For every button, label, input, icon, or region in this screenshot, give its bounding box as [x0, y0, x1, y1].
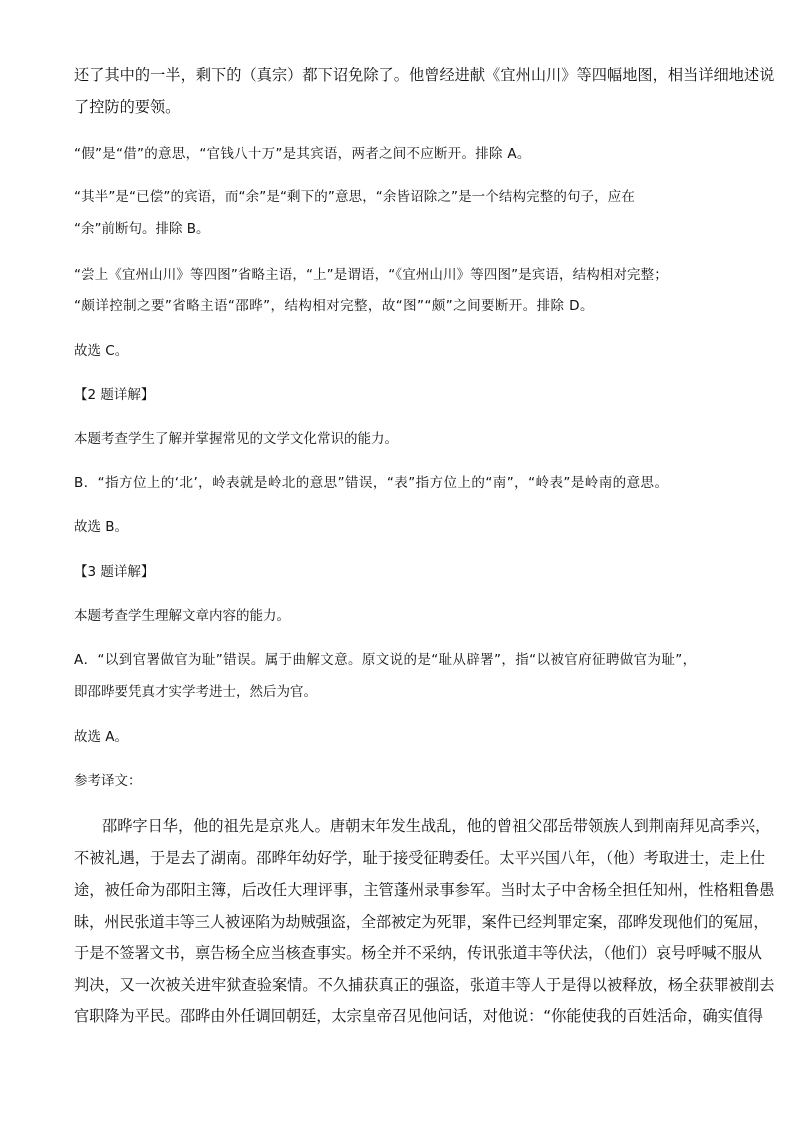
text-line: 于是不签署文书，禀告杨全应当核查事实。杨全并不采纳，传讯张道丰等伏法，（他们）哀号呼喊不服从 [74, 944, 762, 962]
text-line: 还了其中的一半，剩下的（真宗）都下诏免除了。他曾经进献《宜州山川》等四幅地图，相当详细地述说 [74, 66, 775, 84]
text-line: “其半”是“已偿”的宾语，而“余”是“剩下的”意思，“余皆诏除之”是一个结构完整的句子，应在 [74, 189, 635, 205]
text-line: 不被礼遇，于是去了湖南。邵晔年幼好学，耻于接受征聘委任。太平兴国八年，（他）考取进士，走上仕 [74, 849, 766, 867]
section-heading: 【3 题详解】 [74, 564, 155, 580]
text-line: 了控防的要领。 [74, 98, 181, 116]
text-line: 判决，又一次被关进牢狱查验案情。不久捕获真正的强盗，张道丰等人于是得以被释放，杨全获罪被削去 [74, 976, 775, 994]
text-line: 参考译文： [74, 773, 142, 789]
section-heading: 【2 题详解】 [74, 387, 155, 403]
text-line: 故选 B。 [74, 519, 129, 535]
text-line: 本题考查学生了解并掌握常见的文学文化常识的能力。 [74, 431, 398, 447]
text-line: 即邵晔要凭真才实学考进士，然后为官。 [74, 684, 317, 700]
text-line: “尝上《宜州山川》等四图”省略主语，“上”是谓语，“《宜州山川》等四图”是宾语，结构相对完整； [74, 267, 668, 283]
text-line: “假”是“借”的意思，“官钱八十万”是其宾语，两者之间不应断开。排除 A。 [74, 146, 531, 162]
text-line: 邵晔字日华，他的祖先是京兆人。唐朝末年发生战乱，他的曾祖父邵岳带领族人到荆南拜见高季兴， [102, 817, 771, 835]
text-line: “余”前断句。排除 B。 [74, 221, 210, 237]
text-line: 官职降为平民。邵晔由外任调回朝廷，太宗皇帝召见他问话，对他说：“你能使我的百姓活命，确实值得 [74, 1007, 764, 1025]
text-line: A．“以到官署做官为耻”错误。属于曲解文意。原文说的是“耻从辟署”，指“以被官府征聘做官为耻”， [74, 652, 697, 668]
text-line: “颇详控制之要”省略主语“邵晔”，结构相对完整，故“图”“颇”之间要断开。排除 D。 [74, 298, 594, 314]
text-line: 途，被任命为邵阳主簿，后改任大理评事，主管蓬州录事参军。当时太子中舍杨全担任知州，性格粗鲁愚 [74, 881, 775, 899]
text-line: 故选 C。 [74, 343, 129, 359]
text-line: 昧，州民张道丰等三人被诬陷为劫贼强盗，全部被定为死罪，案件已经判罪定案，邵晔发现他们的冤屈， [74, 913, 769, 931]
text-line: B．“指方位上的‘北’，岭表就是岭北的意思”错误，“表”指方位上的“南”，“岭表”是岭南的意思。 [74, 475, 669, 491]
text-line: 本题考查学生理解文章内容的能力。 [74, 608, 290, 624]
text-line: 故选 A。 [74, 729, 129, 745]
